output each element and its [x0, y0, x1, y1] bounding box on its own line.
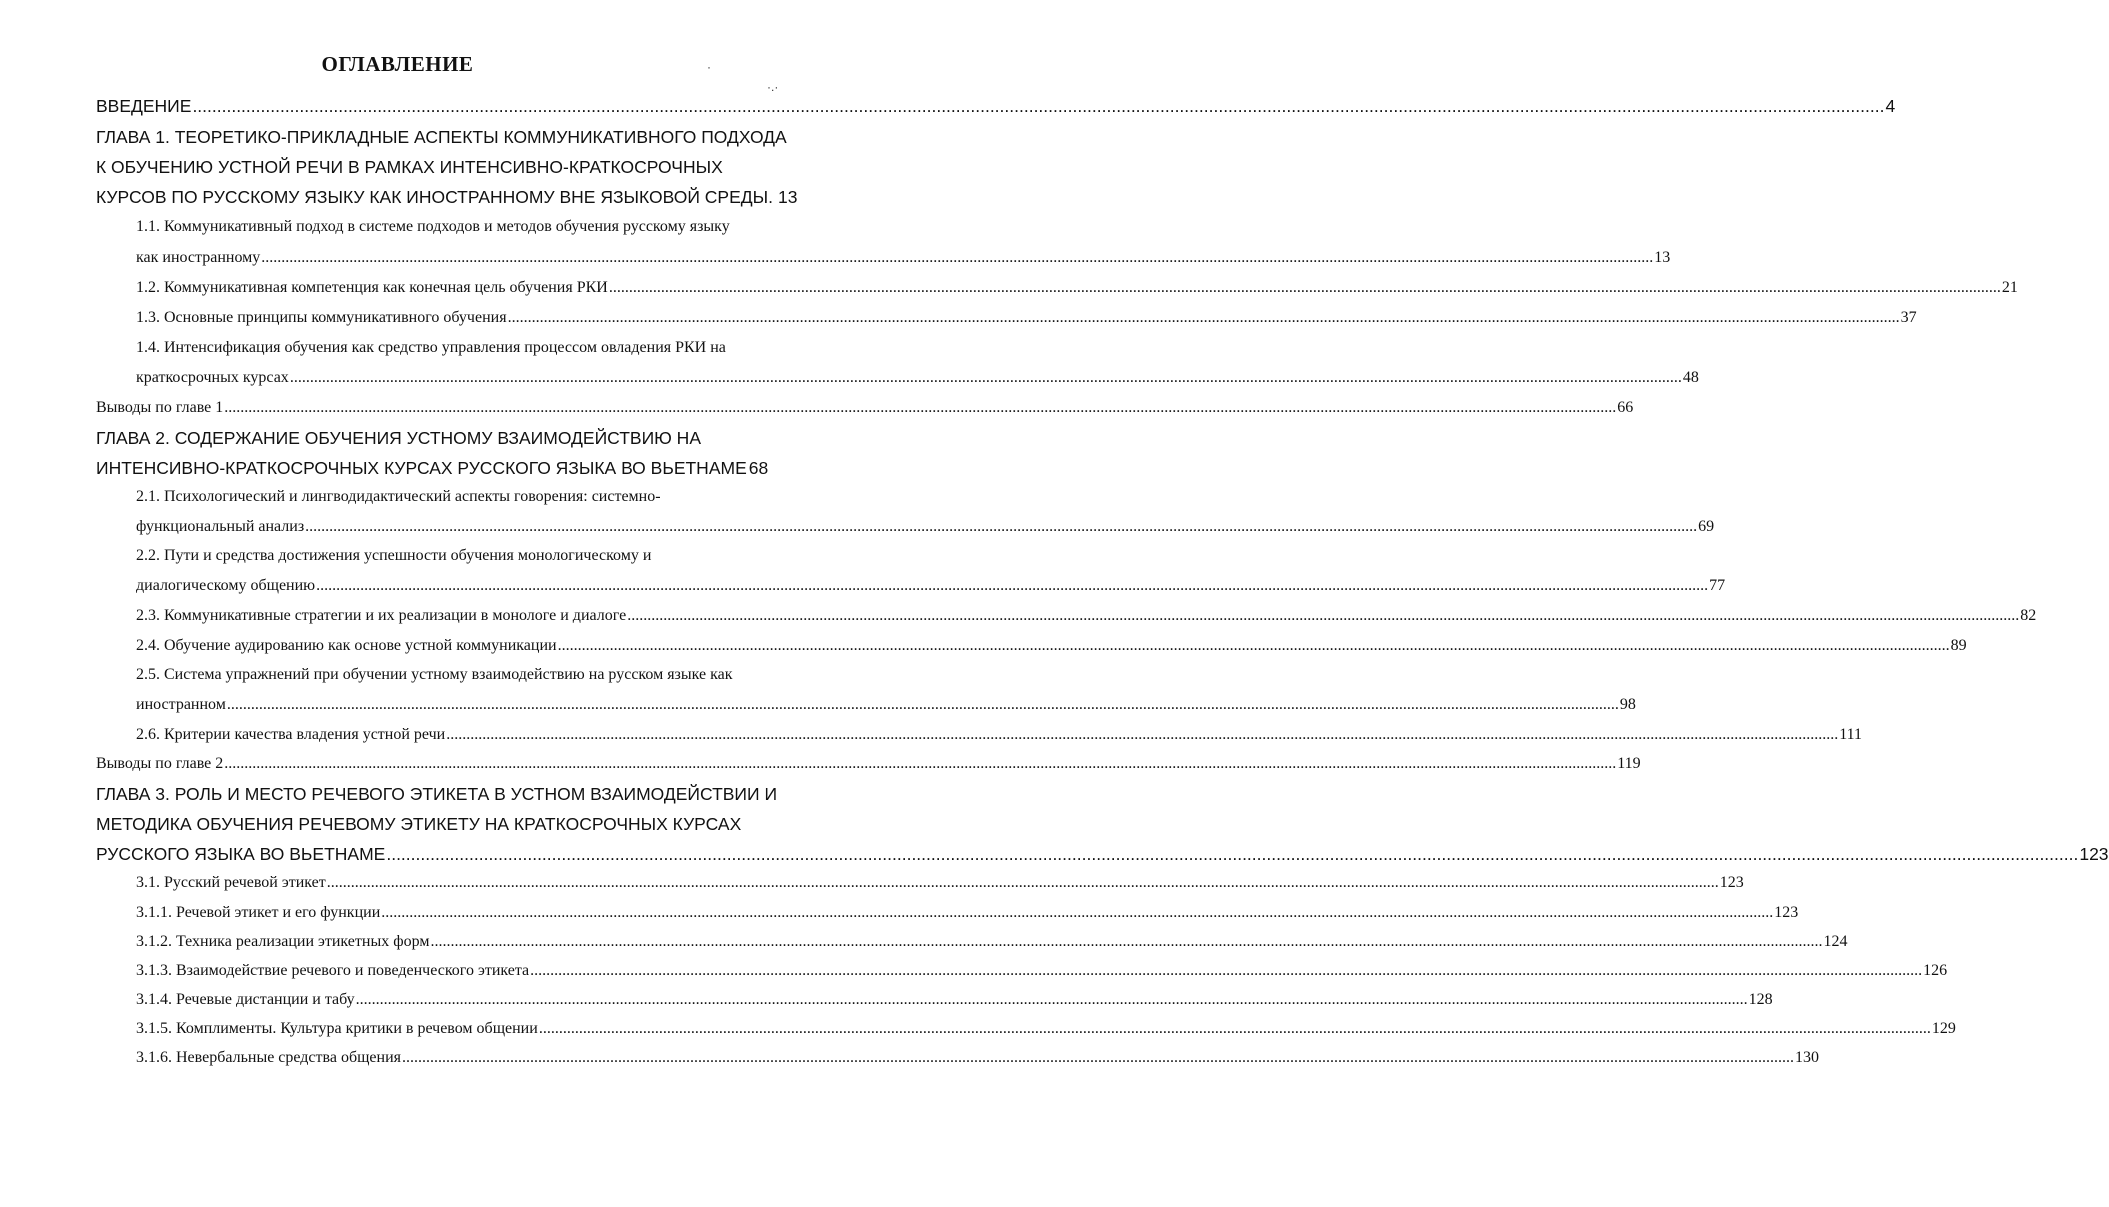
leader-dots — [609, 279, 2001, 297]
toc-page-number: 111 — [1839, 726, 1863, 743]
toc-section-1-1-line1[interactable]: 1.1. Коммуникативный подход в системе подходов и методов обучения русскому языку — [136, 218, 730, 235]
toc-page-number: 4 — [1885, 96, 1896, 116]
toc-page-number: 98 — [1619, 696, 1636, 713]
toc-entry-text: 3.1.5. Комплименты. Культура критики в речевом общении — [136, 1020, 538, 1037]
toc-section-3-1-5[interactable] — [136, 1020, 1956, 1038]
leader-dots — [558, 637, 1950, 655]
toc-entry-text: 2.6. Критерии качества владения устной речи — [136, 726, 446, 743]
toc-entry-text: как иностранному — [136, 249, 261, 266]
toc-entry-text: КУРСОВ ПО РУССКОМУ ЯЗЫКУ КАК ИНОСТРАННОМУ ВНЕ ЯЗЫКОВОЙ СРЕДЫ. — [96, 187, 773, 207]
toc-page-number: 89 — [1950, 637, 1967, 654]
toc-entry-text: 2.3. Коммуникативные стратегии и их реализации в монологе и диалоге — [136, 607, 627, 624]
toc-entry-text: 1.3. Основные принципы коммуникативного обучения — [136, 309, 507, 326]
toc-section-3-1-2[interactable] — [136, 933, 1848, 951]
toc-section-3-1-4[interactable] — [136, 991, 1773, 1009]
toc-entry-text: 3.1.4. Речевые дистанции и табу — [136, 991, 355, 1008]
toc-entry-text: 3.1. Русский речевой этикет — [136, 874, 326, 891]
toc-page-number: 69 — [1698, 518, 1715, 535]
toc-chapter-2-line1[interactable]: ГЛАВА 2. СОДЕРЖАНИЕ ОБУЧЕНИЯ УСТНОМУ ВЗАИМОДЕЙСТВИЮ НА — [96, 428, 701, 448]
leader-dots — [381, 904, 1773, 922]
toc-page-number: 129 — [1931, 1020, 1956, 1037]
toc-section-2-2-line1[interactable]: 2.2. Пути и средства достижения успешности обучения монологическому и — [136, 547, 652, 564]
scan-speck: · — [707, 60, 711, 74]
toc-section-2-4[interactable] — [136, 637, 1967, 655]
leader-dots — [430, 933, 1822, 951]
toc-section-1-4-line1[interactable]: 1.4. Интенсификация обучения как средство управления процессом овладения РКИ на — [136, 339, 726, 356]
toc-section-2-1-line1[interactable]: 2.1. Психологический и лингводидактический аспекты говорения: системно- — [136, 488, 661, 505]
toc-section-1-3[interactable] — [136, 309, 1917, 327]
toc-conclusions-1[interactable] — [96, 399, 1634, 417]
toc-page-number: 119 — [1617, 755, 1641, 772]
toc-page-number: 13 — [777, 187, 798, 207]
leader-dots — [305, 518, 1697, 536]
toc-section-2-2-line2[interactable] — [136, 577, 1726, 595]
leader-dots — [530, 962, 1922, 980]
toc-section-2-6[interactable] — [136, 726, 1863, 744]
toc-entry-text: ИНТЕНСИВНО-КРАТКОСРОЧНЫХ КУРСАХ РУССКОГО ЯЗЫКА ВО ВЬЕТНАМЕ — [96, 458, 747, 478]
toc-entry-text: Выводы по главе 1 — [96, 399, 224, 416]
toc-section-3-1-6[interactable] — [136, 1049, 1820, 1067]
toc-page-number: 123 — [1774, 904, 1799, 921]
toc-section-2-5-line1[interactable]: 2.5. Система упражнений при обучении устному взаимодействию на русском языке как — [136, 666, 733, 683]
leader-dots — [446, 726, 1838, 744]
toc-chapter-3-line3[interactable] — [96, 844, 2109, 865]
toc-entry-text: 3.1.3. Взаимодействие речевого и поведенческого этикета — [136, 962, 530, 979]
leader-dots — [227, 696, 1619, 714]
toc-chapter-1-line3[interactable] — [96, 187, 798, 208]
leader-dots — [386, 844, 2078, 865]
toc-page-number: 21 — [2001, 279, 2018, 296]
leader-dots — [402, 1049, 1794, 1067]
toc-chapter-2-line2[interactable] — [96, 458, 769, 479]
toc-entry-text: 3.1.1. Речевой этикет и его функции — [136, 904, 381, 921]
leader-dots — [539, 1020, 1931, 1038]
leader-dots — [356, 991, 1748, 1009]
toc-page-number: 123 — [2079, 844, 2109, 864]
page-title: ОГЛАВЛЕНИЕ — [321, 52, 474, 76]
leader-dots — [508, 309, 1900, 327]
toc-section-2-1-line2[interactable] — [136, 518, 1715, 536]
toc-entry-text: 3.1.6. Невербальные средства общения — [136, 1049, 402, 1066]
toc-page-number: 66 — [1617, 399, 1634, 416]
scan-speck: ·.· — [767, 80, 779, 94]
toc-page-number: 48 — [1682, 369, 1699, 386]
leader-dots — [224, 755, 1616, 773]
leader-dots — [290, 369, 1682, 387]
toc-section-1-1-line2[interactable] — [136, 249, 1671, 267]
toc-entry-text: диалогическому общению — [136, 577, 316, 594]
toc-section-1-2[interactable] — [136, 279, 2018, 297]
toc-section-2-3[interactable] — [136, 607, 2037, 625]
toc-entry-text: функциональный анализ — [136, 518, 305, 535]
toc-entry-text: РУССКОГО ЯЗЫКА ВО ВЬЕТНАМЕ — [96, 844, 386, 864]
toc-chapter-1-line1[interactable]: ГЛАВА 1. ТЕОРЕТИКО-ПРИКЛАДНЫЕ АСПЕКТЫ КОММУНИКАТИВНОГО ПОДХОДА — [96, 127, 787, 147]
leader-dots — [327, 874, 1719, 892]
toc-page-number: 13 — [1654, 249, 1671, 266]
leader-dots — [224, 399, 1616, 417]
leader-dots — [261, 249, 1653, 267]
toc-page-number: 126 — [1923, 962, 1948, 979]
leader-dots — [627, 607, 2019, 625]
toc-entry-text: Выводы по главе 2 — [96, 755, 224, 772]
toc-entry-introduction[interactable] — [96, 96, 1896, 117]
leader-dots — [316, 577, 1708, 595]
toc-section-3-1-1[interactable] — [136, 904, 1799, 922]
toc-page-number: 82 — [2020, 607, 2037, 624]
toc-entry-text: 1.2. Коммуникативная компетенция как конечная цель обучения РКИ — [136, 279, 608, 296]
toc-section-3-1[interactable] — [136, 874, 1744, 892]
toc-conclusions-2[interactable] — [96, 755, 1641, 773]
toc-chapter-1-line2[interactable]: К ОБУЧЕНИЮ УСТНОЙ РЕЧИ В РАМКАХ ИНТЕНСИВНО-КРАТКОСРОЧНЫХ — [96, 157, 723, 177]
toc-section-2-5-line2[interactable] — [136, 696, 1636, 714]
toc-chapter-3-line1[interactable]: ГЛАВА 3. РОЛЬ И МЕСТО РЕЧЕВОГО ЭТИКЕТА В УСТНОМ ВЗАИМОДЕЙСТВИИ И — [96, 784, 778, 804]
toc-section-1-4-line2[interactable] — [136, 369, 1699, 387]
toc-entry-text: 2.4. Обучение аудированию как основе устной коммуникации — [136, 637, 557, 654]
toc-page-number: 123 — [1719, 874, 1744, 891]
toc-section-3-1-3[interactable] — [136, 962, 1948, 980]
toc-page-number: 37 — [1900, 309, 1917, 326]
leader-dots — [192, 96, 1884, 117]
toc-chapter-3-line2[interactable]: МЕТОДИКА ОБУЧЕНИЯ РЕЧЕВОМУ ЭТИКЕТУ НА КРАТКОСРОЧНЫХ КУРСАХ — [96, 814, 742, 834]
toc-entry-text: ВВЕДЕНИЕ — [96, 96, 192, 116]
toc-page-number: 68 — [748, 458, 769, 478]
toc-page-number: 77 — [1709, 577, 1726, 594]
toc-page-number: 128 — [1748, 991, 1773, 1008]
toc-entry-text: краткосрочных курсах — [136, 369, 289, 386]
toc-entry-text: иностранном — [136, 696, 226, 713]
toc-entry-text: 3.1.2. Техника реализации этикетных форм — [136, 933, 430, 950]
toc-page-number: 130 — [1795, 1049, 1820, 1066]
toc-page-number: 124 — [1823, 933, 1848, 950]
